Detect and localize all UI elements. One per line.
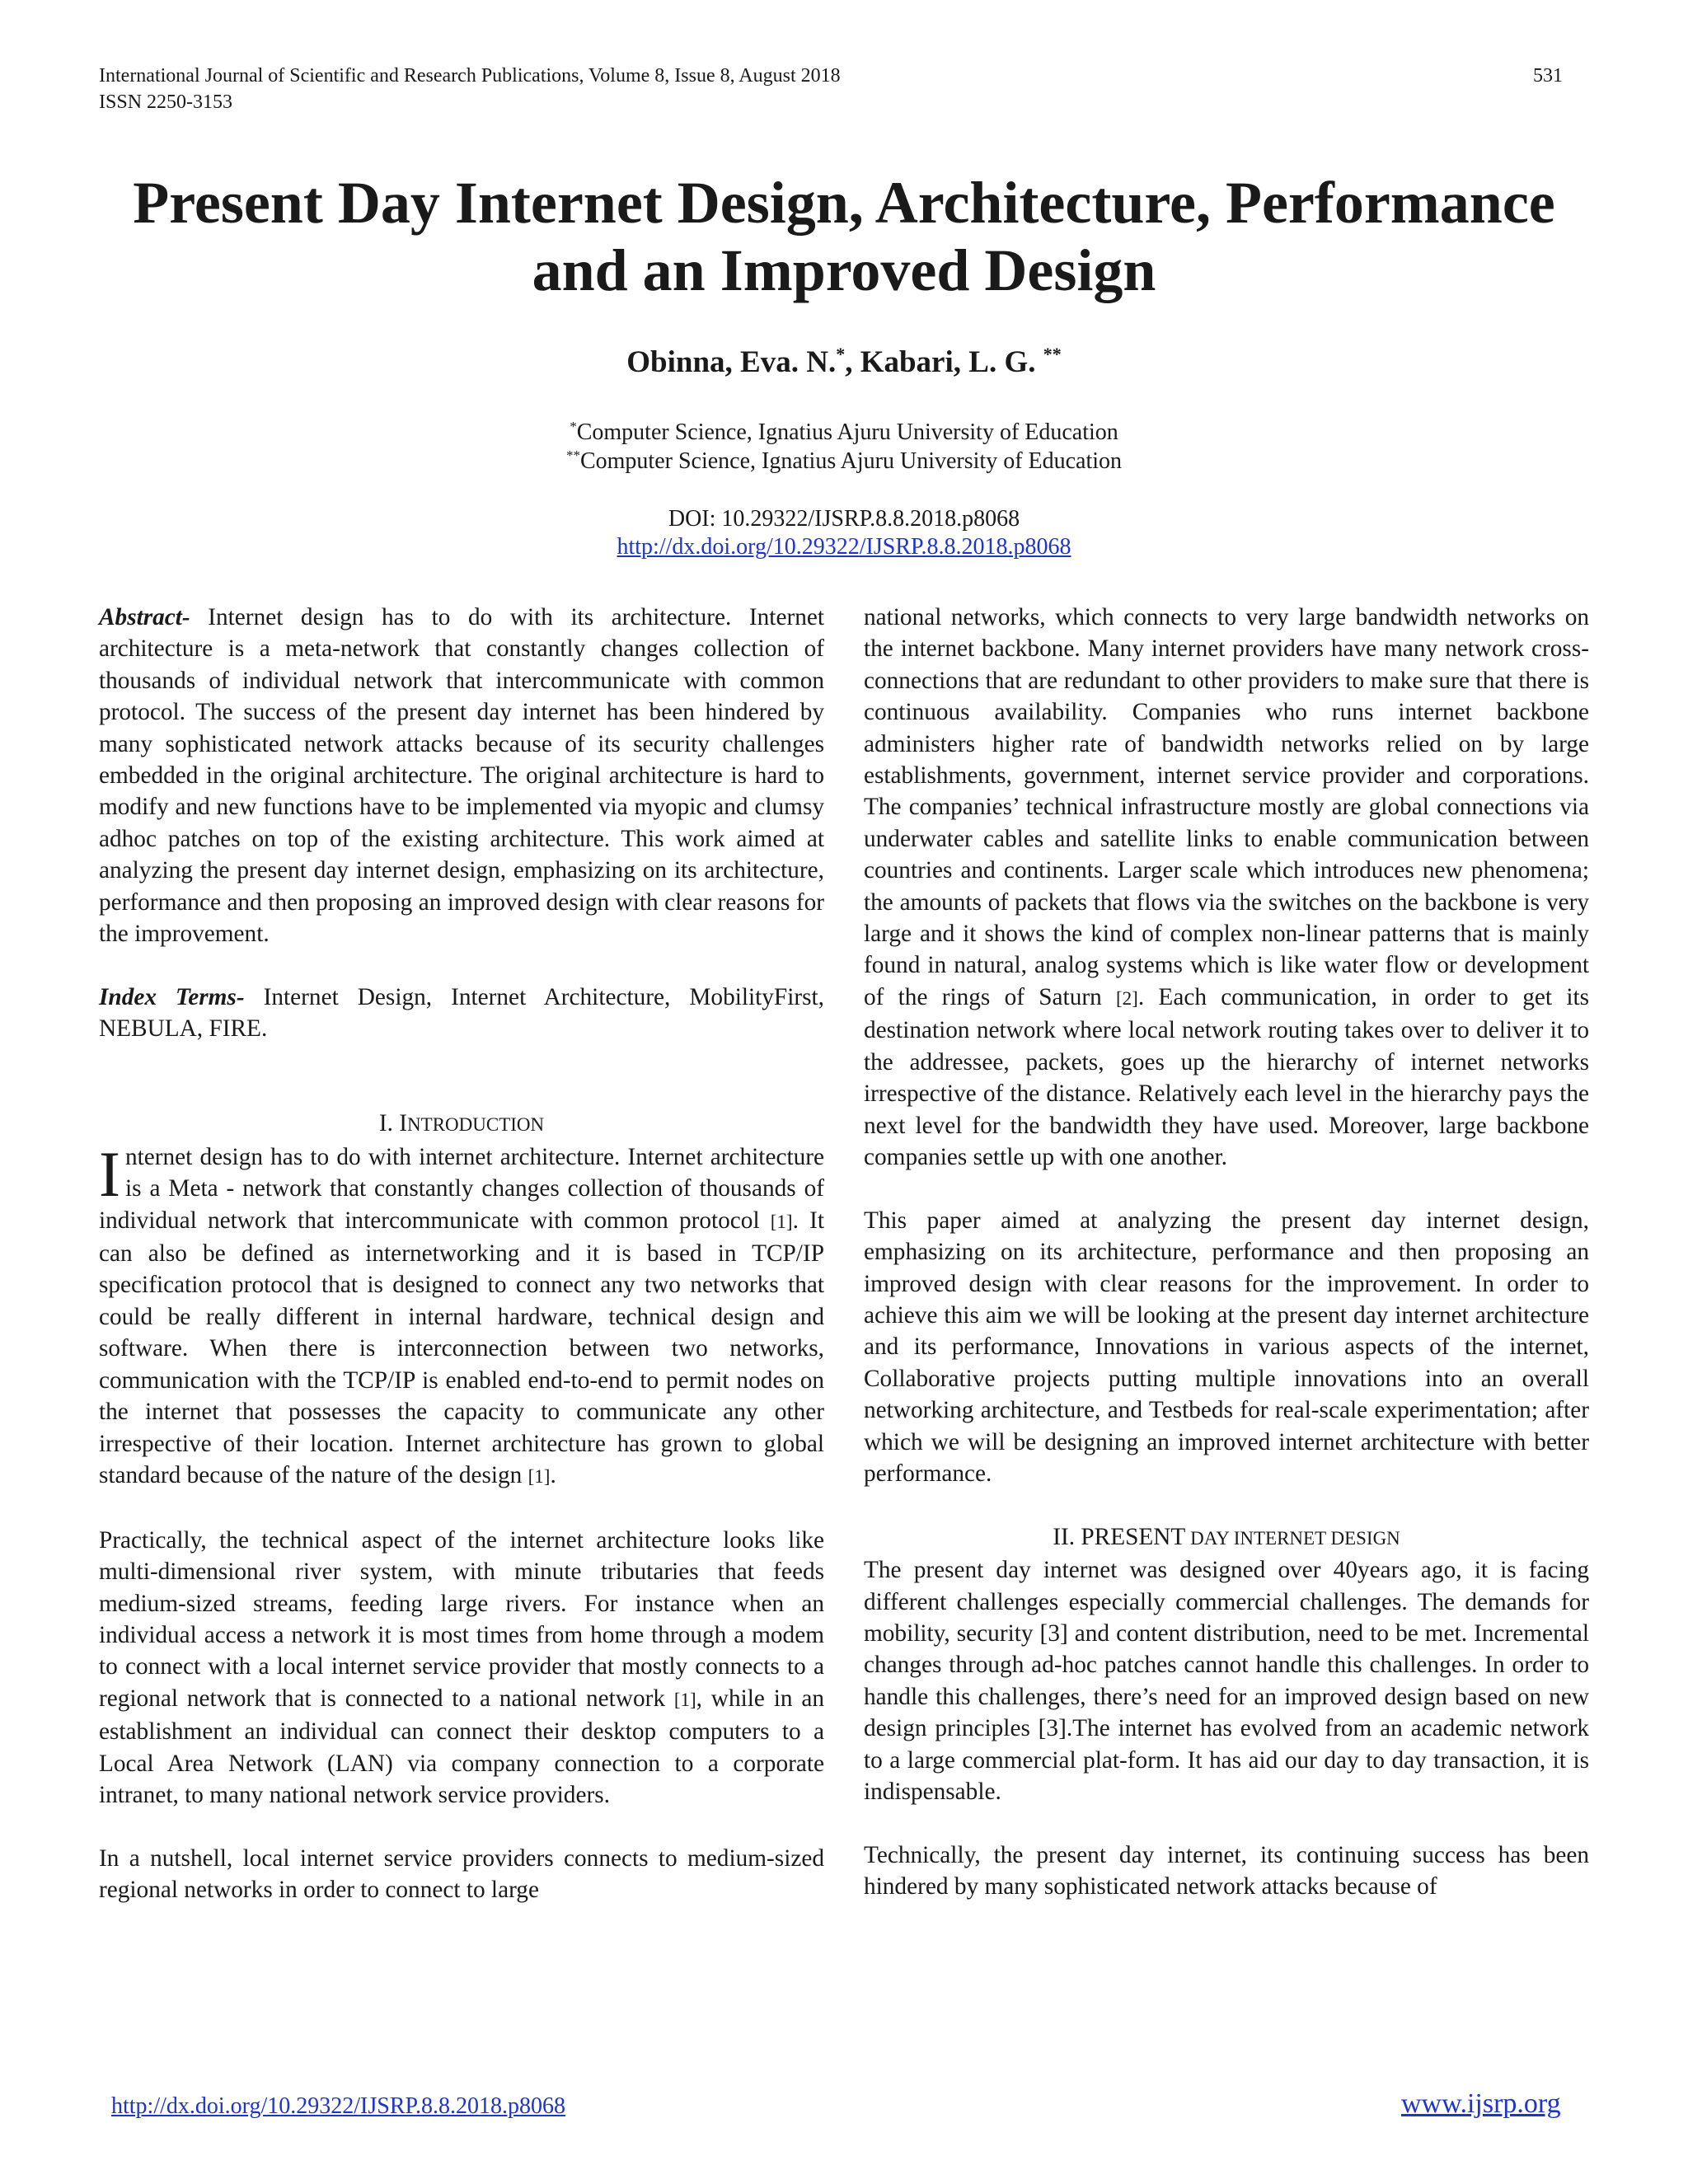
intro-paragraph-3-start: In a nutshell, local internet service providers connects to medium-sized regional networks in order to connect to large [99,1844,824,1904]
drop-cap: I [99,1137,120,1210]
section-1-title-initial: I [399,1110,408,1137]
section-1-heading [99,1108,824,1141]
left-column [99,602,824,1906]
abstract [99,602,824,949]
title-line-1: Present Day Internet Design, Architecture, Performance [133,170,1555,236]
intro-p2-a: Practically, the technical aspect of the internet architecture looks like multi-dimensional river system, with minute tributaries that feeds medium-sized streams, feeding large rivers. For instance when an individual access a network it is most times from home through a modem to connect with a local internet service provider that mostly connects to a regional network that is connected to a national network [99,1526,824,1712]
index-terms [99,982,824,1045]
authors [0,344,1688,380]
title-line-2: and an Improved Design [532,237,1156,303]
author-1: Obinna, Eva. N. [626,345,837,379]
paper-title [82,169,1606,304]
author-2-mark: ** [1043,344,1062,364]
abstract-text: Internet design has to do with its architecture. Internet architecture is a meta-network that constantly changes collection of thousands of individual network that intercommunicate with common protocol. The success of the present day internet has been hindered by many sophisticated network attacks because of its security challenges embedded in the original architecture. The original architecture is hard to modify and new functions have to be implemented via myopic and clumsy adhoc patches on top of the existing architecture. This work aimed at analyzing the present day internet design, emphasizing on its architecture, performance and then proposing an improved design with clear reasons for the improvement. [99,604,824,948]
index-terms-text: Internet Design, Internet Architecture, MobilityFirst, NEBULA, FIRE. [99,983,824,1043]
intro-p2-b: , while in an establishment an individual can connect their desktop computers to a Local Area Network (LAN) via company connection to a corporate intranet, to many national network service providers. [99,1685,824,1808]
citation: [2] [1116,987,1138,1009]
page-number: 531 [1533,65,1563,87]
section-1-title-rest: NTRODUCTION [407,1114,545,1136]
intro-paragraph-1 [99,1137,824,1493]
section-2-paragraph-2: Technically, the present day internet, its continuing success has been hindered by many sophisticated network attacks because of [864,1841,1589,1900]
doi-text: DOI: 10.29322/IJSRP.8.8.2018.p8068 [668,506,1020,532]
doi-link[interactable]: http://dx.doi.org/10.29322/IJSRP.8.8.2018.p8068 [617,534,1071,560]
intro-p1-b: . It can also be defined as internetworking and it is based in TCP/IP specification protocol that is designed to connect any two networks that could be really different in internal hardware, technical design and software. When there is interconnection between two networks, communication with the TCP/IP is enabled end-to-end to permit nodes on the internet that possesses the capacity to communicate any other irrespective of their location. Internet architecture has grown to global standard because of the nature of the design [99,1207,824,1488]
author-1-mark: * [836,344,846,364]
section-2-number: II. [1053,1523,1081,1550]
citation: [1] [770,1211,793,1232]
author-2: Kabari, L. G. [860,345,1043,379]
affiliation-1 [0,419,1688,447]
affiliation-2-mark: ** [565,448,580,463]
citation: [1] [673,1689,696,1710]
affiliation-1-mark: * [570,419,577,434]
section-2-title-small: DAY INTERNET DESIGN [1185,1527,1400,1549]
footer-site-link[interactable]: www.ijsrp.org [1401,2088,1561,2119]
intro-paragraph-2 [99,1525,824,1811]
section-2-heading [864,1521,1589,1554]
intro-p3-b: . Each communication, in order to get its destination network where local network routing takes over to deliver it to the addressee, packets, goes up the hierarchy of internet networks irrespective of the distance. Relatively each level in the hierarchy pays the next level for the bandwidth they have used. Moreover, large backbone companies settle up with one another. [864,983,1590,1170]
journal-header: International Journal of Scientific and Research Publications, Volume 8, Issue 8, August 2018 [99,65,841,87]
intro-paragraph-4: This paper aimed at analyzing the present day internet design, emphasizing on its architecture, performance and then proposing an improved design with clear reasons for the improvement. In order to achieve this aim we will be looking at the present day internet architecture and its performance, Innovations in various aspects of the internet, Collaborative projects putting multiple innovations into an overall networking architecture, and Testbeds for real-scale experimentation; after which we will be designing an improved internet architecture with better performance. [864,1207,1589,1487]
footer-site [1401,2088,1561,2120]
index-terms-label: Index Terms- [99,983,245,1010]
section-2-title-big: PRESENT [1081,1523,1186,1550]
footer-doi [111,2093,565,2120]
doi-link-row [0,534,1688,560]
section-1-number: I. [378,1110,400,1137]
intro-p1-c: . [550,1461,556,1488]
affiliation-2 [0,448,1688,476]
affiliation-2-text: Computer Science, Ignatius Ajuru University of Education [579,448,1123,474]
issn: ISSN 2250-3153 [99,91,233,113]
abstract-label: Abstract- [99,604,190,630]
author-separator: , [845,345,860,379]
affiliation-1-text: Computer Science, Ignatius Ajuru University of Education [576,419,1118,445]
intro-p3-a: national networks, which connects to very large bandwidth networks on the internet backbone. Many internet providers have many network cross-connections that are redundant to other providers to make sure that there is continuous availability. Companies who runs internet backbone administers higher rate of bandwidth networks relied on by large establishments, government, internet service provider and corporations. The companies’ technical infrastructure mostly are global connections via underwater cables and satellite links to enable communication between countries and continents. Larger scale which introduces new phenomena; the amounts of packets that flows via the switches on the backbone is very large and it shows the kind of complex non-linear patterns that is mainly found in natural, analog systems which is like water flow or development of the rings of Saturn [864,604,1589,1010]
footer-doi-link[interactable]: http://dx.doi.org/10.29322/IJSRP.8.8.2018.p8068 [111,2093,565,2119]
citation: [1] [528,1465,551,1487]
right-column [864,602,1589,1903]
intro-paragraph-3-continued [864,602,1589,1173]
section-2-paragraph-1: The present day internet was designed over 40years ago, it is facing different challenges especially commercial challenges. The demands for mobility, security [3] and content distribution, need to be met. Incremental changes through ad-hoc patches cannot handle this challenges. In order to handle this challenges, there’s need for an improved design based on new design principles [3].The internet has evolved from an academic network to a large commercial plat-form. It has aid our day to day transaction, it is indispensable. [864,1557,1589,1805]
intro-p1-a: nternet design has to do with internet architecture. Internet architecture is a Meta - network that constantly changes collection of thousands of individual network that intercommunicate with common protocol [99,1143,824,1234]
